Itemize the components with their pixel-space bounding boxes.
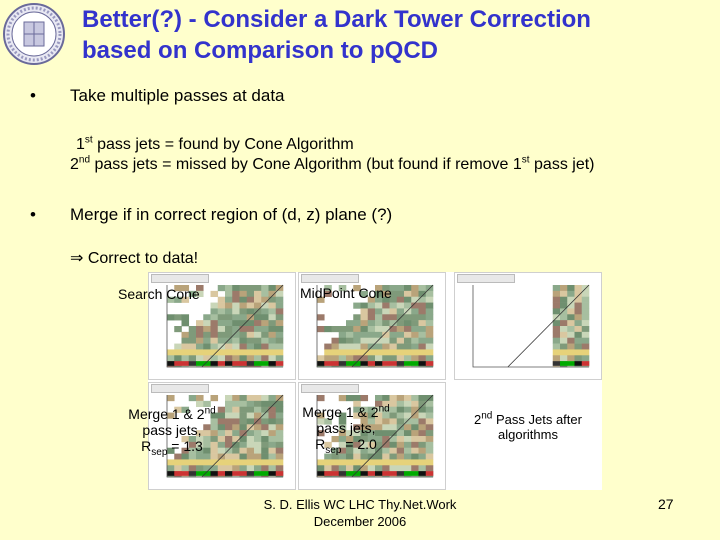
correct-to-data-line [70, 248, 198, 268]
second-pass-caption [466, 412, 590, 442]
second-pass-caption-text: Pass Jets after [492, 412, 582, 427]
merge1-text: Merge 1 & 2 [128, 406, 205, 422]
merge2-text: Merge 1 & 2 [302, 404, 379, 420]
footer [244, 496, 476, 530]
second-pass-sup: nd [78, 154, 91, 166]
merge1-sub: sep [151, 446, 168, 458]
bullet-dot: • [30, 86, 36, 105]
plot-second-pass-jets [454, 272, 602, 380]
search-cone-label: Search Cone [118, 286, 200, 302]
merge1-sup: nd [204, 405, 216, 417]
merge2-pass-jets: pass jets, [316, 420, 376, 436]
second-pass-caption-line2: algorithms [498, 427, 558, 442]
first-pass-sup: st [84, 134, 93, 146]
merge2-value: = 2.0 [341, 436, 377, 452]
merge1-value: = 1.3 [167, 438, 203, 454]
merge1-r: R [141, 438, 152, 454]
first-pass-text: pass jets = found by Cone Algorithm [92, 136, 354, 153]
second-pass-sup2: st [521, 154, 530, 166]
bullet-dot: • [30, 205, 36, 224]
merge-label-rsep-1-3 [118, 405, 226, 458]
university-seal-logo [2, 2, 66, 66]
merge2-r: R [315, 436, 326, 452]
title-line-2: based on Comparison to pQCD [82, 37, 439, 64]
implies-arrow: ⇒ [70, 250, 84, 267]
merge2-sub: sep [325, 444, 342, 456]
footer-line-1: S. D. Ellis WC LHC Thy.Net.Work [263, 497, 457, 512]
second-pass-caption-sup: nd [481, 410, 493, 422]
title-line-1: Better(?) - Consider a Dark Tower Correction [82, 6, 591, 33]
page-number: 27 [658, 496, 674, 512]
first-pass-line [76, 136, 354, 154]
plot-grid [148, 272, 602, 490]
second-pass-line [70, 156, 595, 174]
slide-title [82, 4, 712, 66]
merge1-pass-jets: pass jets, [142, 422, 202, 438]
second-pass-text-end: pass jet) [529, 156, 595, 173]
bullet-text: Merge if in correct region of (d, z) plane (?) [70, 205, 393, 224]
merge2-sup: nd [378, 403, 390, 415]
footer-line-2: December 2006 [313, 514, 407, 529]
merge-label-rsep-2-0 [292, 403, 400, 456]
correct-to-data-text: Correct to data! [83, 250, 199, 267]
second-pass-text: pass jets = missed by Cone Algorithm (but found if remove 1 [90, 156, 522, 173]
first-pass-num: 1 [76, 136, 85, 153]
histogram-canvas [455, 273, 601, 379]
second-pass-caption-num: 2 [474, 412, 482, 427]
bullet-text: Take multiple passes at data [70, 86, 285, 105]
second-pass-num: 2 [70, 156, 79, 173]
midpoint-cone-label: MidPoint Cone [300, 285, 392, 301]
